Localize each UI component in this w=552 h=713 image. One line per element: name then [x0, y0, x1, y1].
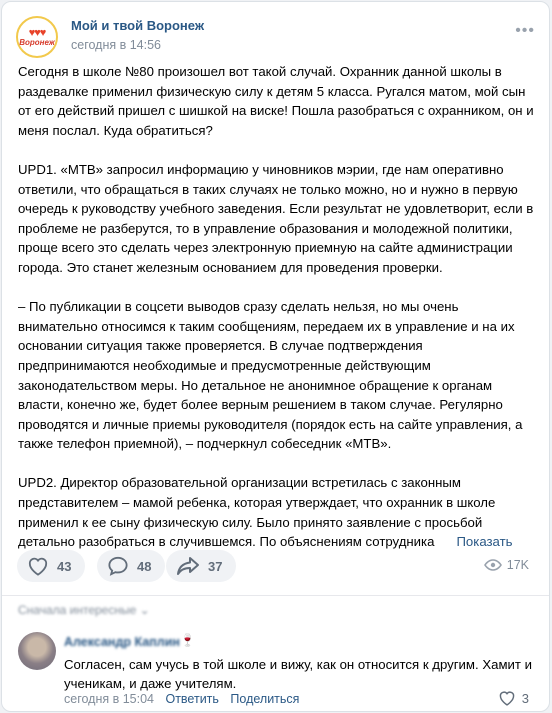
more-icon[interactable]: ••• — [515, 22, 535, 39]
sort-label-text: Сначала интересные — [18, 603, 137, 617]
post-paragraph: Сегодня в школе №80 произошел вот такой случай. Охранник данной школы в раздевалке применил физическую силу к детям 5 класса. Ругался матом, мой сын от его действий пришел с шишкой на виске! Пошла разобраться с охранником, он и меня послал. Куда обратиться? — [18, 64, 534, 138]
like-button[interactable] — [17, 550, 85, 582]
like-count: 43 — [57, 558, 72, 574]
comment-icon — [107, 556, 129, 576]
post-actions — [17, 550, 535, 584]
comment-like-count: 3 — [521, 690, 529, 706]
avatar[interactable] — [18, 632, 56, 670]
comment-meta — [64, 692, 299, 706]
comment-text: Согласен, сам учусь в той школе и вижу, как он относится к другим. Хамит и ученикам, и даже учителям. — [64, 657, 532, 691]
share-icon — [176, 556, 200, 576]
comment-button[interactable] — [97, 550, 165, 582]
share-count: 37 — [208, 558, 223, 574]
hearts-icon: ♥♥♥ — [28, 26, 46, 39]
heart-icon — [27, 556, 49, 576]
chevron-down-icon: ⌄ — [139, 603, 150, 617]
comment-author[interactable]: Александр Каплин — [64, 635, 180, 649]
comment-count: 48 — [137, 558, 152, 574]
group-avatar[interactable] — [16, 16, 58, 58]
views-counter — [484, 558, 529, 572]
logo-text: Воронеж — [19, 37, 55, 47]
heart-icon — [498, 690, 516, 706]
post-paragraph: UPD1. «МТВ» запросил информацию у чиновников мэрии, где нам оперативно ответили, что обращаться в таких случаях не только можно, но и нужно в первую очередь к руководству учебного заведения. Если результат не удовлетворит, если в проблеме не разберутся, то в управление образования и молодежной политики, проще всего это сделать через электронную приемную на сайте администрации города. Это станет железным основанием для проведения проверки. — [18, 161, 534, 275]
comment-like-button[interactable] — [498, 690, 529, 706]
group-name-link[interactable]: Мой и твой Воронеж — [71, 18, 205, 33]
reply-link[interactable]: Ответить — [165, 692, 219, 706]
wine-glass-icon: 🍷 — [180, 633, 195, 647]
show-more-link[interactable]: Показать — [456, 534, 513, 550]
post-text — [18, 62, 534, 571]
comment-time[interactable]: сегодня в 15:04 — [64, 692, 154, 706]
post-time[interactable]: сегодня в 14:56 — [71, 38, 161, 52]
post-paragraph: – По публикации в соцсети выводов сразу сделать нельзя, но мы очень внимательно относимся к таким сообщениям, передаем их в управление и на их основании ситуация также проверяется. В случае подтверждения предпринимаются необходимые и предусмотренные действующим законодательством меры. Но детальное не анонимное обращение к органам власти, конечно же, будет более верным решением в таком случае. Регулярно проводятся и личные приемы руководителя (порядок есть на сайте управления, а также телефон приемной), – подчеркнул собеседник «МТВ». — [18, 299, 523, 452]
views-count: 17K — [506, 558, 529, 572]
eye-icon — [484, 559, 502, 571]
post-card — [1, 1, 550, 712]
share-button[interactable] — [166, 550, 236, 582]
divider — [2, 595, 549, 596]
post-paragraph-text: UPD2. Директор образовательной организации встретилась с законным представителем – мамой ребенка, которая утверждает, что охранник в школе применил к ее сыну физическую силу. Было принято заявление с просьбой детально разобраться в случившемся. По объяснениям сотрудника — [18, 475, 496, 550]
share-link[interactable]: Поделиться — [230, 692, 300, 706]
comments-sort-dropdown[interactable] — [18, 603, 150, 617]
post-header — [16, 16, 535, 58]
